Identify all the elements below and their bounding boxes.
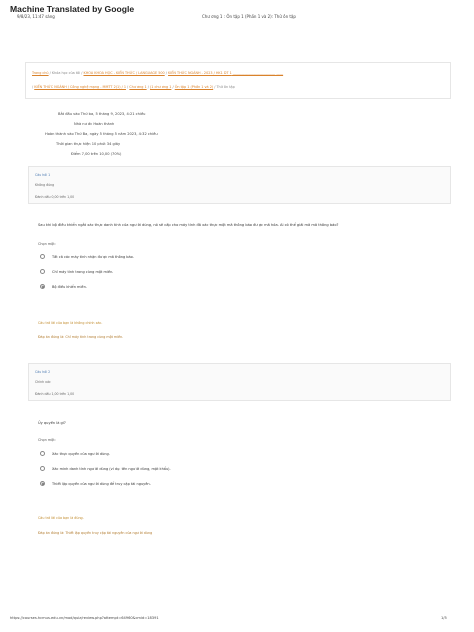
breadcrumb-course-link[interactable]: _________________________ ____ xyxy=(231,71,284,75)
question-1-choose-label: Chọn một: xyxy=(38,242,56,246)
breadcrumb-current: / Thử ôn tập xyxy=(213,85,235,89)
question-marks: Đánh dấu 0,00 trên 1,00 xyxy=(35,195,75,199)
summary-grade: Điểm 7,00 trên 10,00 (70%) xyxy=(71,152,122,156)
question-1-option-3-radio[interactable] xyxy=(40,284,45,289)
breadcrumb-separator: / xyxy=(171,85,175,89)
question-1-info xyxy=(28,166,451,204)
question-1-option-3-label[interactable]: Bộ điều khiển miền. xyxy=(52,285,87,289)
breadcrumb-line-1 xyxy=(32,71,283,75)
breadcrumb-section-link[interactable]: (1 chư ơng 1 xyxy=(149,85,172,89)
breadcrumb-faculty-link[interactable]: KHOA KHOA HỌC - KIẾN THỨC / LANGUAGE 500 xyxy=(83,71,165,75)
question-2-choose-label: Chọn một: xyxy=(38,438,56,442)
question-1-option-1-label[interactable]: Tất cả các máy tính nhận đư ợc mã thông báo. xyxy=(52,255,134,259)
print-footer-url: https://courses.hcmus.edu.vn/mod/quiz/review.php?attempt=64960&cmid=18391 xyxy=(10,616,159,620)
question-number: Câu hỏi 2 xyxy=(35,370,51,374)
question-2-option-3-label[interactable]: Thiết lập quyền của ngư ời dùng để truy cập tài nguyên. xyxy=(52,482,151,486)
question-2-text: Ủy quyền là gì? xyxy=(38,421,66,425)
question-status: Không đúng xyxy=(35,183,55,187)
question-1-feedback: Câu trả lời của bạn là không chính xác. xyxy=(38,321,103,325)
summary-state: Nhà nư ớc Hoàn thành xyxy=(74,122,115,126)
summary-started: Bắt đầu vào Thứ ba, 5 tháng 9, 2023, 4:21 chiều xyxy=(58,112,146,116)
question-2-feedback: Câu trả lời của bạn là đúng. xyxy=(38,516,84,520)
breadcrumb-separator: / Khóa học của tôi / xyxy=(48,71,84,75)
summary-time-taken: Thời gian thực hiện 10 phút 34 giây xyxy=(56,142,121,146)
question-2-option-1-label[interactable]: Xác thực quyền của ngư ời dùng. xyxy=(52,452,110,456)
question-2-option-3-radio[interactable] xyxy=(40,481,45,486)
question-2-option-2-label[interactable]: Xác minh danh tính ngư ời dùng (ví dụ: tên ngư ời dùng, mật khẩu). xyxy=(52,467,171,471)
machine-translated-banner: Machine Translated by Google xyxy=(10,4,135,14)
question-1-text: Sau khi bộ điều khiển ngắt xác thực danh tính của ngư ời dùng, nó sẽ cấp cho máy tính đã xác thực một mã thông báo đư ợc mã hóa. Ai có thể giải mã mã thông báo? xyxy=(38,223,339,227)
print-page-number: 1/5 xyxy=(441,616,447,620)
breadcrumb-separator: / xyxy=(32,85,35,89)
question-marks: Đánh dấu 1,00 trên 1,00 xyxy=(35,392,75,396)
breadcrumb-separator: / xyxy=(164,71,169,75)
breadcrumb-chapter-link[interactable]: Chư ơng 1 xyxy=(129,85,147,89)
question-2-option-2-radio[interactable] xyxy=(40,466,45,471)
question-2-info xyxy=(28,363,451,401)
breadcrumb-line-2 xyxy=(32,85,235,89)
breadcrumb-separator: / xyxy=(125,85,130,89)
breadcrumb-course-full-link[interactable]: KIẾN THỨC NGÀNH / Công nghệ mạng - MMTT 2(1) / 1 xyxy=(34,85,126,89)
question-status: Chính xác xyxy=(35,380,51,384)
question-1-option-1-radio[interactable] xyxy=(40,254,45,259)
print-page-title: Chư ơng 1 : Ôn tập 1 (Phần 1 và 2): Thử ôn tập xyxy=(202,14,296,19)
question-2-correct-answer: Đáp án đúng là: Thiết lập quyền truy cập tài nguyên của ngư ời dùng xyxy=(38,531,153,535)
question-1-option-2-radio[interactable] xyxy=(40,269,45,274)
question-2-option-1-radio[interactable] xyxy=(40,451,45,456)
breadcrumb-separator: / xyxy=(146,85,150,89)
breadcrumb-quiz-link[interactable]: Ôn tập 1 (Phần 1 và 2) xyxy=(174,85,214,89)
breadcrumb-semester-link[interactable]: KIẾN THỨC NGÀNH - 2023 / HK1 DT 1 xyxy=(168,71,232,75)
summary-completed: Hoàn thành vào Thứ Ba, ngày 5 tháng 5 năm 2023, 4:32 chiều xyxy=(45,132,158,136)
print-datetime: 9/8/23, 11:47 sáng xyxy=(17,14,55,19)
question-number: Câu hỏi 1 xyxy=(35,173,51,177)
breadcrumb xyxy=(25,62,451,99)
breadcrumb-home-link[interactable]: Trang chủ xyxy=(32,71,49,75)
question-1-correct-answer: Đáp án đúng là: Chỉ máy tính trong cùng một miền. xyxy=(38,335,124,339)
question-1-option-2-label[interactable]: Chỉ máy tính trong cùng một miền. xyxy=(52,270,114,274)
